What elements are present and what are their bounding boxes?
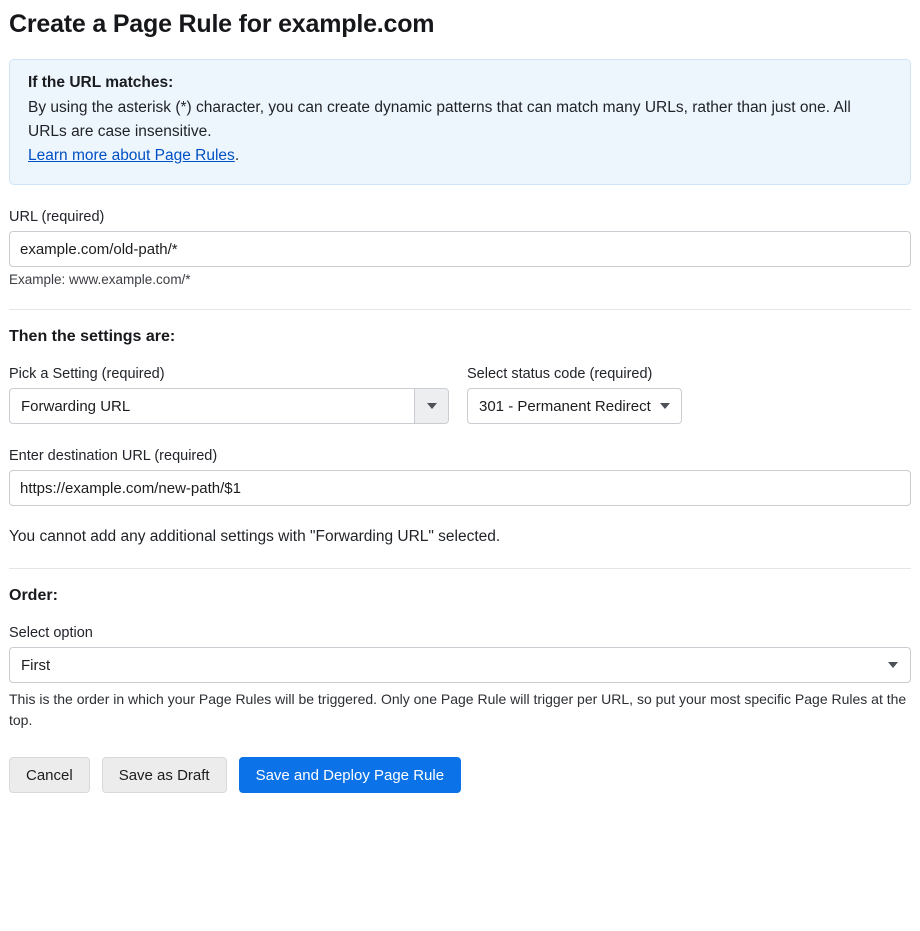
- settings-section-title: Then the settings are:: [9, 328, 176, 346]
- status-code-group: [467, 366, 767, 424]
- caret-shape: [427, 403, 437, 409]
- save-as-draft-button[interactable]: Save as Draft: [102, 757, 227, 793]
- save-and-deploy-button[interactable]: Save and Deploy Page Rule: [239, 757, 461, 793]
- destination-input[interactable]: [9, 470, 911, 506]
- status-code-select[interactable]: [467, 388, 682, 424]
- status-code-value: 301 - Permanent Redirect: [479, 397, 651, 415]
- url-field-hint: Example: www.example.com/*: [9, 272, 191, 288]
- page-title: Create a Page Rule for example.com: [9, 10, 435, 38]
- info-box-heading: If the URL matches:: [28, 74, 174, 91]
- order-select[interactable]: [9, 647, 911, 683]
- divider-order: [9, 568, 911, 569]
- chevron-down-icon[interactable]: [414, 389, 448, 423]
- page-rule-form: [0, 10, 920, 793]
- order-select-value: First: [21, 656, 51, 674]
- url-field-label: URL (required): [9, 209, 105, 226]
- cancel-button[interactable]: Cancel: [9, 757, 90, 793]
- pick-setting-value: Forwarding URL: [21, 397, 131, 415]
- url-match-info-box: [9, 59, 911, 185]
- pick-setting-label: Pick a Setting (required): [9, 366, 165, 383]
- pick-setting-group: [9, 366, 449, 424]
- order-select-label: Select option: [9, 625, 93, 642]
- destination-group: [9, 448, 911, 506]
- info-box-link-suffix: .: [234, 147, 240, 165]
- order-section-title: Order:: [9, 587, 58, 605]
- destination-label: Enter destination URL (required): [9, 448, 218, 465]
- order-hint: This is the order in which your Page Rules will be triggered. Only one Page Rule will trigger per URL, so put your most specific Page Rules at the top.: [9, 691, 907, 729]
- divider-settings: [9, 309, 911, 310]
- learn-more-link[interactable]: Learn more about Page Rules: [28, 147, 235, 165]
- settings-row: [9, 366, 911, 424]
- chevron-down-icon: [888, 662, 898, 668]
- form-actions: [9, 757, 911, 793]
- url-input[interactable]: [9, 231, 911, 267]
- chevron-down-icon: [660, 403, 670, 409]
- info-box-body-text: By using the asterisk (*) character, you can create dynamic patterns that can match many URLs, rather than just one. All URLs are case insensitive.: [28, 99, 851, 141]
- forwarding-url-note: You cannot add any additional settings with "Forwarding URL" selected.: [9, 528, 501, 546]
- status-code-label: Select status code (required): [467, 366, 653, 383]
- info-box-body: [28, 96, 892, 168]
- pick-setting-select[interactable]: [9, 388, 449, 424]
